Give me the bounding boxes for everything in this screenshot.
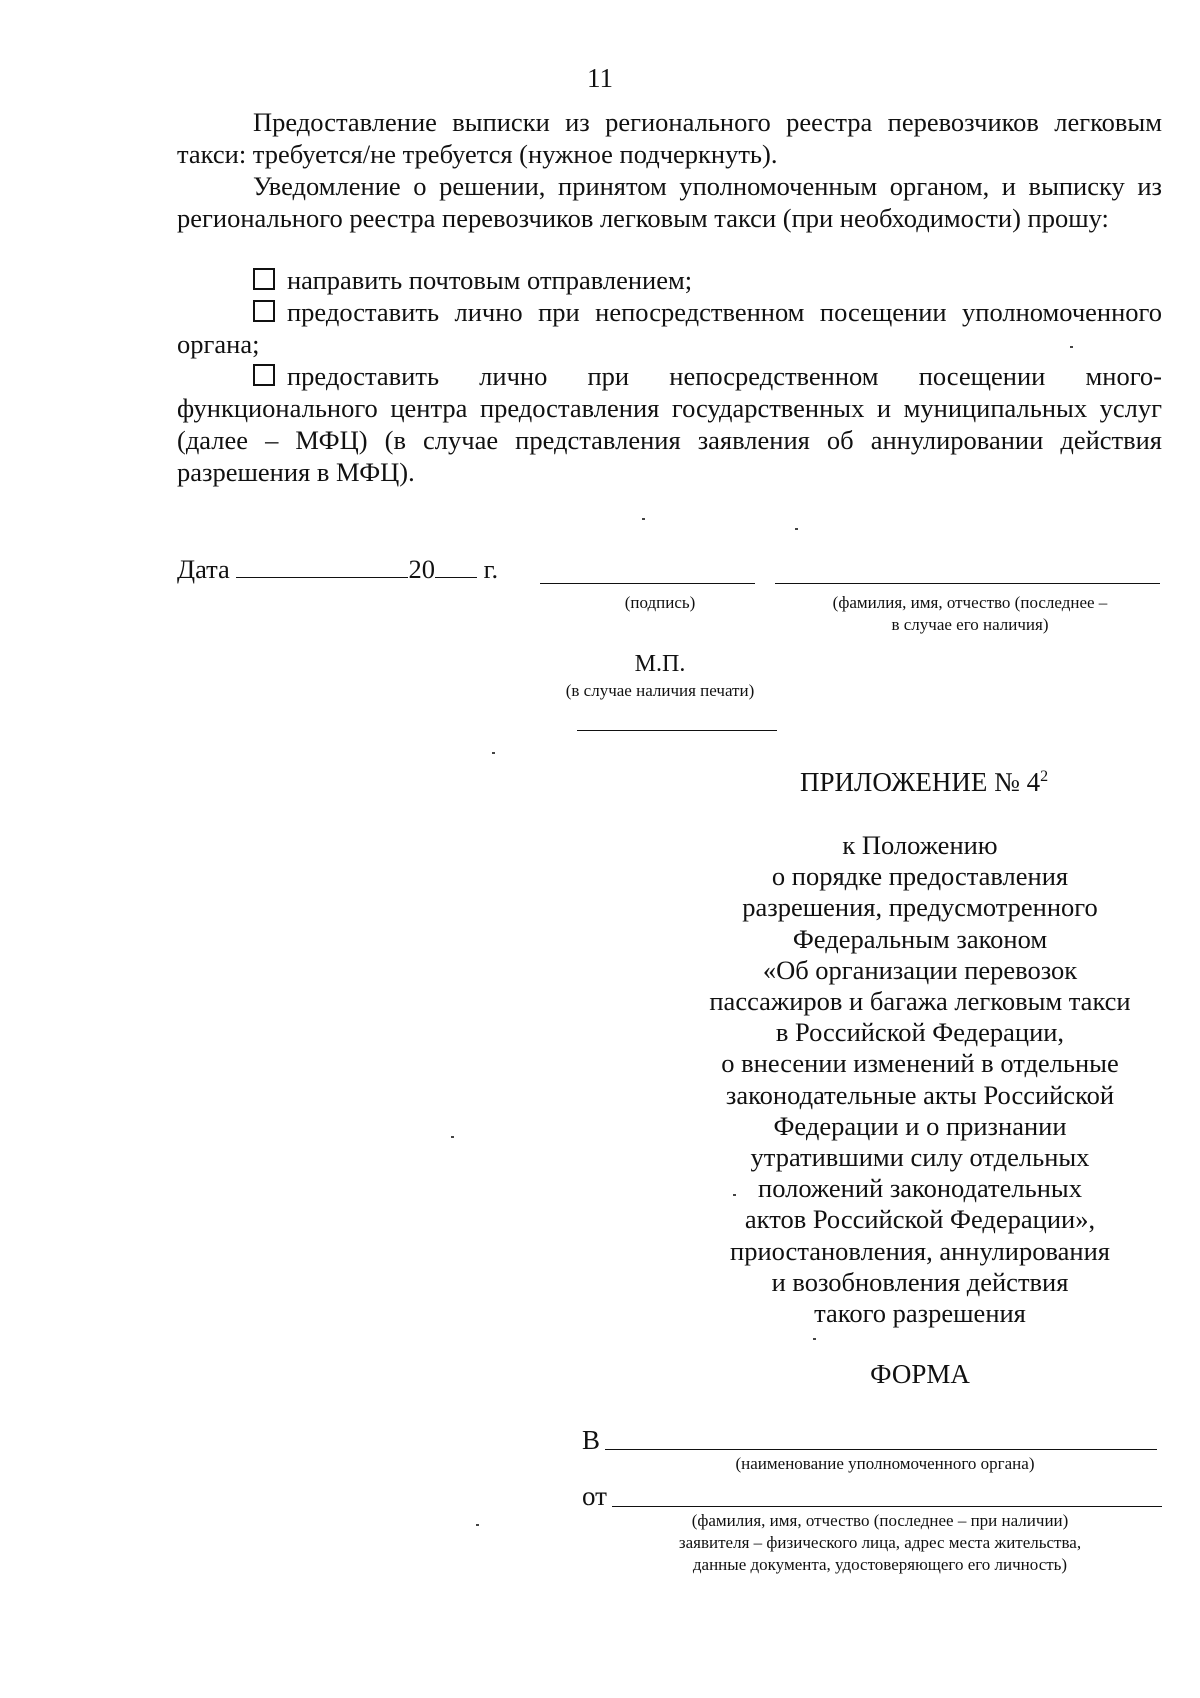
- checkbox-in-person-mfc[interactable]: [253, 364, 275, 386]
- applicant-caption-line: заявителя – физического лица, адрес места жительства,: [678, 1533, 1082, 1552]
- scan-speck: [1070, 346, 1073, 348]
- checkbox-mail[interactable]: [253, 268, 275, 290]
- date-label: Дата: [177, 554, 230, 584]
- section-separator: [577, 730, 777, 731]
- appendix-line: и возобновления действия: [771, 1266, 1069, 1297]
- signature-line[interactable]: [540, 583, 755, 584]
- option-mail: [177, 264, 1162, 296]
- full-name-caption: [790, 592, 1150, 636]
- extract-request-paragraph: Предоставление выписки из регионального реестра перевозчиков легковым такси: требуется/не требуется (нужное подчеркнуть).: [177, 107, 1162, 169]
- year-suffix: г.: [483, 554, 499, 584]
- appendix-line: актов Российской Федерации»,: [744, 1204, 1096, 1235]
- full-name-caption-line2: в случае его наличия): [891, 615, 1049, 634]
- signature-row: [177, 553, 498, 585]
- appendix-line: разрешения, предусмотренного: [742, 892, 1098, 923]
- option-in-person-mfc-label: предоставить лично при непосредственном посещении многофункционального центра предоставления государственных и муниципальных услуг (далее – МФЦ) (в случае представления заявления об аннулировании действия разрешения в МФЦ).: [177, 361, 1162, 487]
- option-in-person-mfc: [177, 360, 1162, 488]
- applicant-caption-line: (фамилия, имя, отчество (последнее – при наличии): [691, 1511, 1069, 1530]
- appendix-line: о внесении изменений в отдельные: [721, 1048, 1119, 1079]
- full-name-line[interactable]: [775, 583, 1160, 584]
- option-in-person-authority-label: предоставить лично при непосредственном посещении уполномоченного органа;: [177, 297, 1162, 359]
- appendix-line: к Положению: [842, 830, 998, 860]
- full-name-caption-line1: (фамилия, имя, отчество (последнее –: [832, 593, 1108, 612]
- appendix-title-superscript: 2: [1040, 768, 1049, 785]
- to-label: В: [582, 1425, 601, 1455]
- applicant-caption: [600, 1510, 1160, 1576]
- stamp-caption: (в случае наличия печати): [565, 681, 755, 700]
- scan-speck: [476, 1524, 479, 1526]
- date-field[interactable]: [236, 553, 408, 578]
- scan-speck: [733, 1194, 736, 1196]
- option-mail-label: направить почтовым отправлением;: [287, 265, 693, 295]
- appendix-line: «Об организации перевозок: [762, 954, 1078, 985]
- appendix-line: утратившими силу отдельных: [750, 1142, 1090, 1173]
- appendix-block: [690, 830, 1150, 1329]
- appendix-line: такого разрешения: [814, 1298, 1026, 1329]
- appendix-title-text: ПРИЛОЖЕНИЕ № 4: [800, 767, 1041, 797]
- scan-speck: [492, 752, 495, 754]
- notification-method-paragraph: Уведомление о решении, принятом уполномоченным органом, и выписку из регионального реестра перевозчиков легковым такси (при необходимости) прошу:: [177, 171, 1162, 233]
- scan-speck: [795, 528, 798, 530]
- appendix-line: Федерации и о признании: [773, 1110, 1067, 1141]
- option-in-person-authority: [177, 296, 1162, 360]
- applicant-line[interactable]: [612, 1506, 1162, 1507]
- appendix-title: [800, 760, 1100, 799]
- page-number: 11: [587, 63, 613, 93]
- checkbox-in-person-authority[interactable]: [253, 300, 275, 322]
- applicant-caption-line: данные документа, удостоверяющего его личность): [692, 1555, 1068, 1574]
- scan-speck: [813, 1338, 816, 1340]
- stamp-label: М.П.: [634, 651, 686, 677]
- appendix-line: в Российской Федерации,: [775, 1017, 1065, 1048]
- year-field[interactable]: [435, 553, 477, 578]
- authority-name-caption: (наименование уполномоченного органа): [735, 1454, 1035, 1473]
- appendix-line: положений законодательных: [758, 1173, 1082, 1204]
- form-label: ФОРМА: [870, 1359, 970, 1389]
- year-prefix: 20: [408, 554, 435, 584]
- from-label: от: [582, 1481, 607, 1511]
- appendix-line: о порядке предоставления: [771, 861, 1069, 892]
- signature-caption: (подпись): [624, 593, 696, 612]
- appendix-line: пассажиров и багажа легковым такси: [709, 986, 1131, 1017]
- scan-speck: [642, 518, 645, 520]
- appendix-line: Федеральным законом: [792, 923, 1048, 954]
- appendix-line: приостановления, аннулирования: [730, 1235, 1110, 1266]
- appendix-line: законодательные акты Российской: [725, 1079, 1115, 1110]
- scan-speck: [451, 1136, 454, 1138]
- authority-name-line[interactable]: [605, 1449, 1157, 1450]
